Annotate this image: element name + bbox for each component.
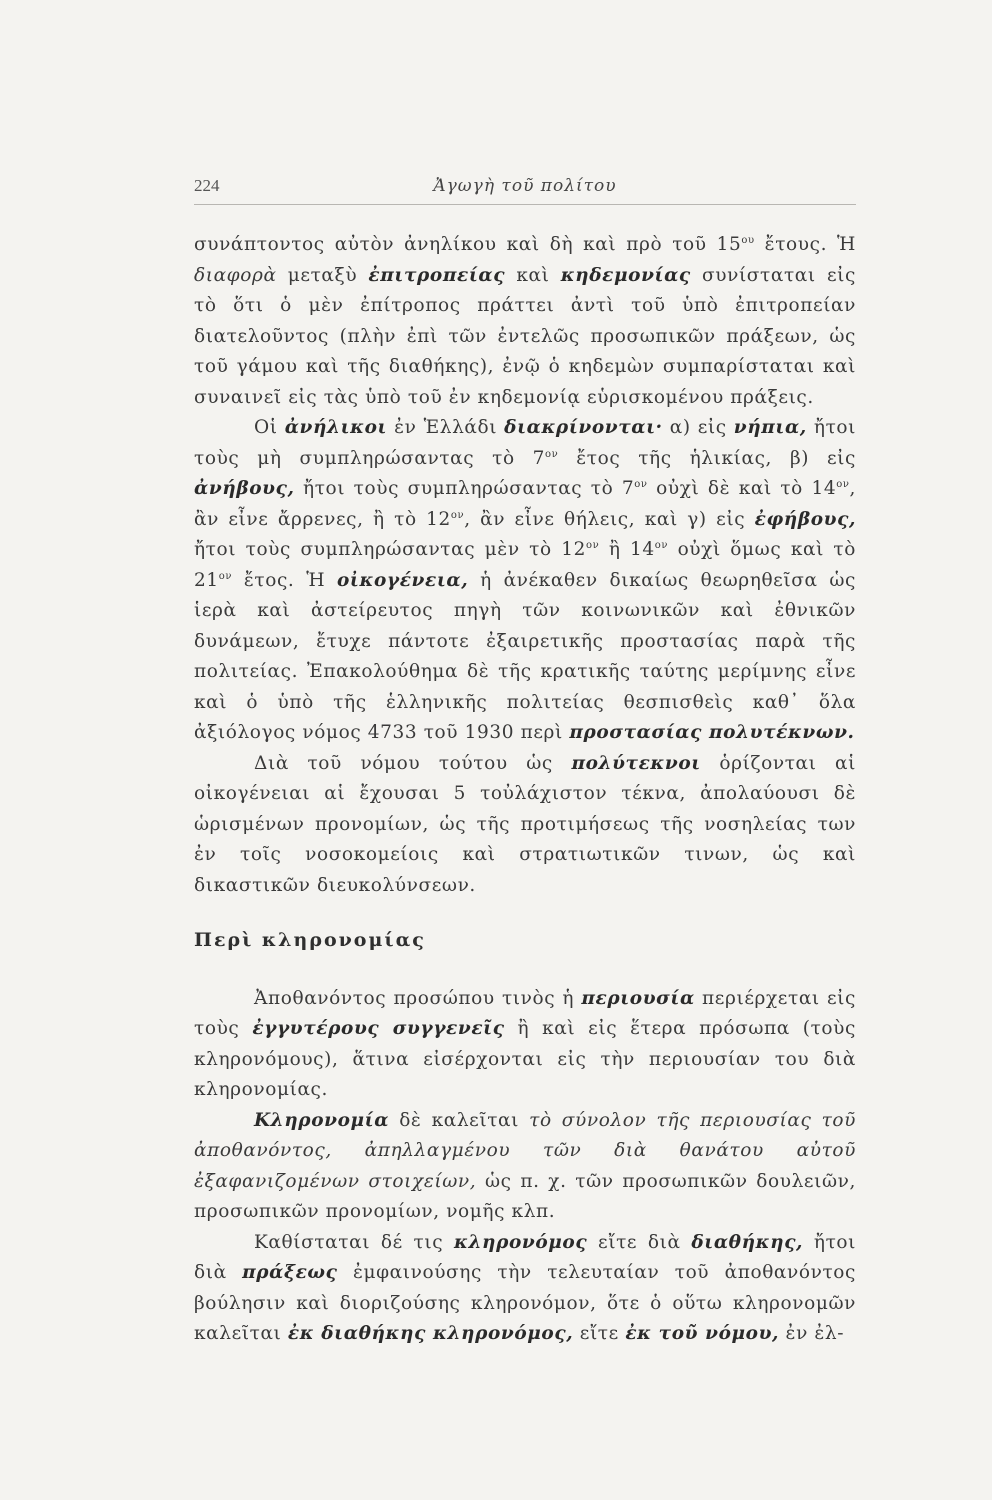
text-run: Οἱ — [254, 417, 285, 438]
text-run: εἴτε — [573, 1323, 626, 1344]
text-run: Καθίσταται δέ τις — [254, 1231, 454, 1253]
text-run: ἢ 14 — [599, 539, 655, 560]
text-run: συνίσταται εἰς τὸ ὅτι ὁ μὲν ἐπίτροπος πράττει ἀντὶ τοῦ ὑπὸ ἐπιτροπείαν διατελοῦντος (πλὴν ἐπὶ τῶν ἐντελῶς προσωπικῶν πράξεων, ὡς τοῦ γάμου καὶ τῆς διαθήκης), ἐνῷ ὁ κηδεμὼν συμπαρίσταται καὶ συναινεῖ εἰς τὰς ὑπὸ τοῦ ἐν κηδεμονίᾳ εὑρισκομένου πράξεις. — [194, 264, 856, 408]
ordinal-superscript: ον — [450, 509, 465, 521]
ordinal-superscript: ον — [836, 478, 850, 490]
text-run: ἤτοι τοὺς συμπληρώσαντας τὸ 7 — [294, 478, 635, 499]
text-run: ἐμφαινούσης τὴν τελευταίαν τοῦ ἀποθανόντος βούλησιν καὶ διοριζούσης κληρονόμον, ὅτε ὁ οὕτω κληρονομῶν καλεῖται — [194, 1262, 856, 1344]
text-run: ἔτος. Ἡ — [232, 569, 337, 591]
paragraph-large-families — [194, 749, 856, 902]
paragraph-minors — [194, 413, 856, 749]
section-heading: Περὶ κληρονομίας — [194, 929, 426, 951]
text-run: ἔτος τῆς ἡλικίας, β) εἰς — [558, 447, 856, 469]
running-title: Ἀγωγὴ τοῦ πολίτου — [433, 176, 617, 196]
text-run: ἐν Ἑλλάδι — [387, 417, 505, 438]
text-run: ἤτοι τοὺς συμπληρώσαντας μὲν τὸ 12 — [194, 539, 586, 560]
text-run: ἔτους. Ἡ — [754, 234, 857, 255]
bold-term: πράξεως — [242, 1262, 338, 1283]
text-run: καὶ — [505, 264, 561, 286]
italic-term: διαφορὰ — [194, 264, 277, 286]
bold-term: ἐκ τοῦ νόμου, — [625, 1323, 780, 1344]
text-run: , ἂν εἶνε θήλεις, καὶ γ) εἰς — [464, 508, 755, 530]
bold-term: ἀνήβους, — [194, 478, 295, 499]
italic-term: τὸ σύνολον τῆς περιουσίας τοῦ ἀποθανόντος, ἀπηλλαγμένου τῶν διὰ θανάτου αὐτοῦ ἐξαφανιζομένων στοιχείων, — [194, 1109, 856, 1192]
text-run: ὡς π. χ. τῶν προσωπικῶν δουλειῶν, προσωπικῶν προνομίων, νομῆς κλπ. — [194, 1170, 856, 1222]
paragraph-guardianship — [194, 230, 856, 413]
text-run: ἡ ἀνέκαθεν δικαίως θεωρηθεῖσα ὡς ἱερὰ καὶ ἀστείρευτος πηγὴ τῶν κοινωνικῶν καὶ ἐθνικῶν δυνάμεων, ἔτυχε πάντοτε ἐξαιρετικῆς προστασίας παρὰ τῆς πολιτείας. Ἐπακολούθημα δὲ τῆς κρατικῆς ταύτης μερίμνης εἶνε καὶ ὁ ὑπὸ τῆς ἑλληνικῆς πολιτείας θεσπισθεὶς καθ᾽ ὅλα ἀξιόλογος νόμος 4733 τοῦ 1930 περὶ — [194, 569, 856, 743]
text-run: οὐχὶ ὅμως καὶ τὸ 21 — [194, 539, 857, 591]
ordinal-superscript: ον — [634, 478, 648, 490]
bold-term: ἐφήβους, — [754, 508, 856, 530]
bold-term: περιουσία — [581, 987, 695, 1009]
bold-term: προστασίας πολυτέκνων. — [569, 722, 855, 743]
text-run: μεταξὺ — [276, 264, 369, 286]
text-run: ὁρίζονται αἱ οἰκογένειαι αἱ ἔχουσαι 5 τοὐλάχιστον τέκνα, ἀπολαύουσι δὲ ὡρισμένων προνομίων, ὡς τῆς προτιμήσεως τῆς νοσηλείας των ἐν τοῖς νοσοκομείοις καὶ στρατιωτικῶν τινων, ὡς καὶ δικαστικῶν διευκολύνσεων. — [194, 752, 856, 896]
text-run: περιέρχεται εἰς τοὺς — [194, 987, 856, 1039]
ordinal-superscript: ον — [654, 539, 669, 551]
bold-term: ἀνήλικοι — [284, 417, 388, 438]
text-run: ἤτοι τοὺς μὴ συμπληρώσαντας τὸ 7 — [194, 417, 856, 469]
bold-term: κηδεμονίας — [560, 264, 691, 286]
bold-term: διαθήκης, — [691, 1231, 804, 1253]
bold-term: κληρονόμος — [453, 1231, 588, 1253]
paragraph-heir — [194, 1228, 856, 1350]
bold-term: διακρίνονται· — [504, 417, 663, 438]
ordinal-superscript: ου — [741, 234, 755, 246]
text-run: ἢ καὶ εἰς ἕτερα πρόσωπα (τοὺς κληρονόμους), ἅτινα εἰσέρχονται εἰς τὴν περιουσίαν του διὰ κληρονομίας. — [194, 1018, 856, 1100]
bold-term: πολύτεκνοι — [571, 752, 701, 774]
ordinal-superscript: ον — [545, 448, 559, 460]
bold-term: ἐπιτροπείας — [368, 264, 506, 286]
running-head — [194, 176, 856, 205]
bold-term: οἰκογένεια, — [336, 569, 469, 591]
paragraph-inheritance-definition — [194, 1106, 856, 1228]
ordinal-superscript: ον — [586, 539, 600, 551]
text-run: ἤτοι διὰ — [194, 1231, 857, 1283]
bold-term: ἐγγυτέρους συγγενεῖς — [252, 1018, 505, 1039]
text-run: Ἀποθανόντος προσώπου τινὸς ἡ — [254, 987, 582, 1009]
text-run: συνάπτοντος αὐτὸν ἀνηλίκου καὶ δὴ καὶ πρὸ τοῦ 15 — [194, 234, 742, 255]
text-run: δὲ καλεῖται — [389, 1109, 530, 1131]
text-run: , ἂν εἶνε ἄρρενες, ἢ τὸ 12 — [194, 478, 856, 530]
page-number: 224 — [194, 176, 220, 195]
text-run: α) εἰς — [662, 417, 734, 438]
text-run: Διὰ τοῦ νόμου τούτου ὡς — [254, 752, 572, 774]
text-run: οὐχὶ δὲ καὶ τὸ 14 — [647, 478, 837, 499]
ordinal-superscript: ον — [218, 570, 233, 582]
bold-term: Κληρονομία — [254, 1109, 390, 1131]
text-run: ἐν ἐλ- — [779, 1323, 845, 1344]
bold-term: νήπια, — [733, 417, 807, 438]
text-run: εἴτε διὰ — [587, 1231, 692, 1253]
paragraph-inheritance-intro — [194, 984, 856, 1106]
body-text — [194, 230, 856, 1350]
bold-term: ἐκ διαθήκης κληρονόμος, — [287, 1323, 574, 1344]
